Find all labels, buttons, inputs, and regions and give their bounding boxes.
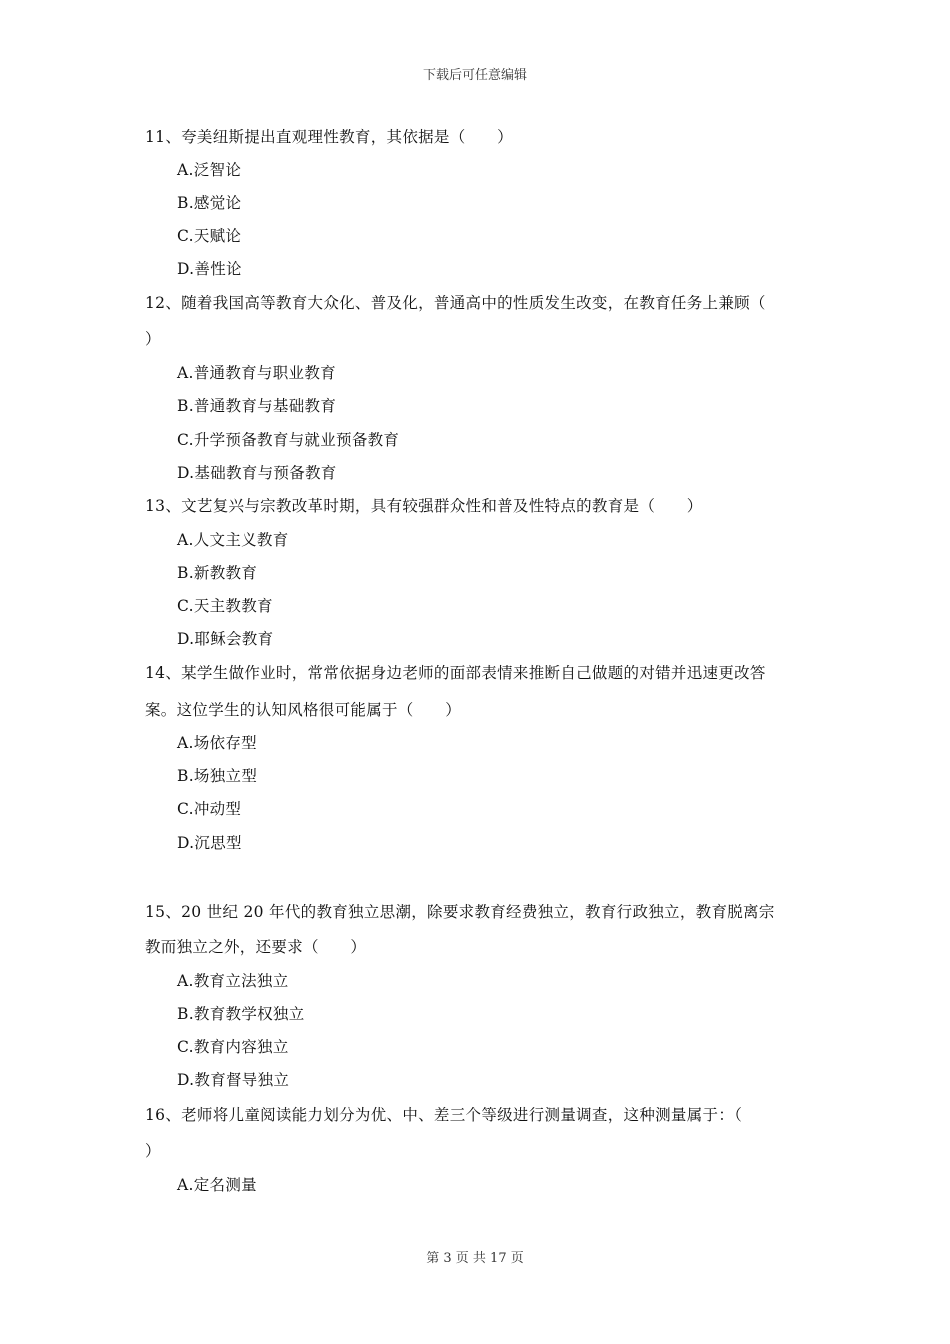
question-14-stem-cont: 案。这位学生的认知风格很可能属于（ ） xyxy=(145,701,462,719)
question-12-option-c: C.升学预备教育与就业预备教育 xyxy=(177,431,400,449)
question-11-option-a: A.泛智论 xyxy=(177,161,242,179)
question-13-option-a: A.人文主义教育 xyxy=(177,531,289,549)
question-16-stem-cont: ） xyxy=(145,1142,161,1160)
question-11-option-d: D.善性论 xyxy=(177,260,242,278)
question-16-option-a: A.定名测量 xyxy=(177,1176,257,1194)
question-13-option-b: B.新教教育 xyxy=(177,564,258,582)
question-12-stem: 12、随着我国高等教育大众化、普及化，普通高中的性质发生改变，在教育任务上兼顾（ xyxy=(145,294,766,312)
question-13-stem: 13、文艺复兴与宗教改革时期，具有较强群众性和普及性特点的教育是（ ） xyxy=(145,497,703,515)
question-16-stem: 16、老师将儿童阅读能力划分为优、中、差三个等级进行测量调查，这种测量属于：（ xyxy=(145,1106,743,1124)
page-footer: 第 3 页 共 17 页 xyxy=(426,1251,524,1266)
question-15-option-d: D.教育督导独立 xyxy=(177,1071,290,1089)
question-15-option-b: B.教育教学权独立 xyxy=(177,1005,305,1023)
question-15-stem-cont: 教而独立之外，还要求（ ） xyxy=(145,938,367,956)
question-12-option-a: A.普通教育与职业教育 xyxy=(177,364,336,382)
question-14-option-b: B.场独立型 xyxy=(177,767,258,785)
question-13-option-d: D.耶稣会教育 xyxy=(177,630,274,648)
question-14-option-a: A.场依存型 xyxy=(177,734,257,752)
question-11-stem: 11、夸美纽斯提出直观理性教育，其依据是（ ） xyxy=(145,128,513,146)
question-15-option-a: A.教育立法独立 xyxy=(177,972,289,990)
question-11-option-b: B.感觉论 xyxy=(177,194,242,212)
question-14-stem: 14、某学生做作业时，常常依据身边老师的面部表情来推断自己做题的对错并迅速更改答 xyxy=(145,664,766,682)
page-header: 下载后可任意编辑 xyxy=(422,68,527,83)
question-14-option-d: D.沉思型 xyxy=(177,834,242,852)
question-13-option-c: C.天主教教育 xyxy=(177,597,273,615)
question-11-option-c: C.天赋论 xyxy=(177,227,242,245)
question-15-option-c: C.教育内容独立 xyxy=(177,1038,289,1056)
question-15-stem: 15、20 世纪 20 年代的教育独立思潮，除要求教育经费独立，教育行政独立，教育脱离宗 xyxy=(145,903,775,921)
question-12-stem-cont: ） xyxy=(145,330,161,348)
question-12-option-b: B.普通教育与基础教育 xyxy=(177,397,337,415)
question-12-option-d: D.基础教育与预备教育 xyxy=(177,464,337,482)
question-14-option-c: C.冲动型 xyxy=(177,800,242,818)
